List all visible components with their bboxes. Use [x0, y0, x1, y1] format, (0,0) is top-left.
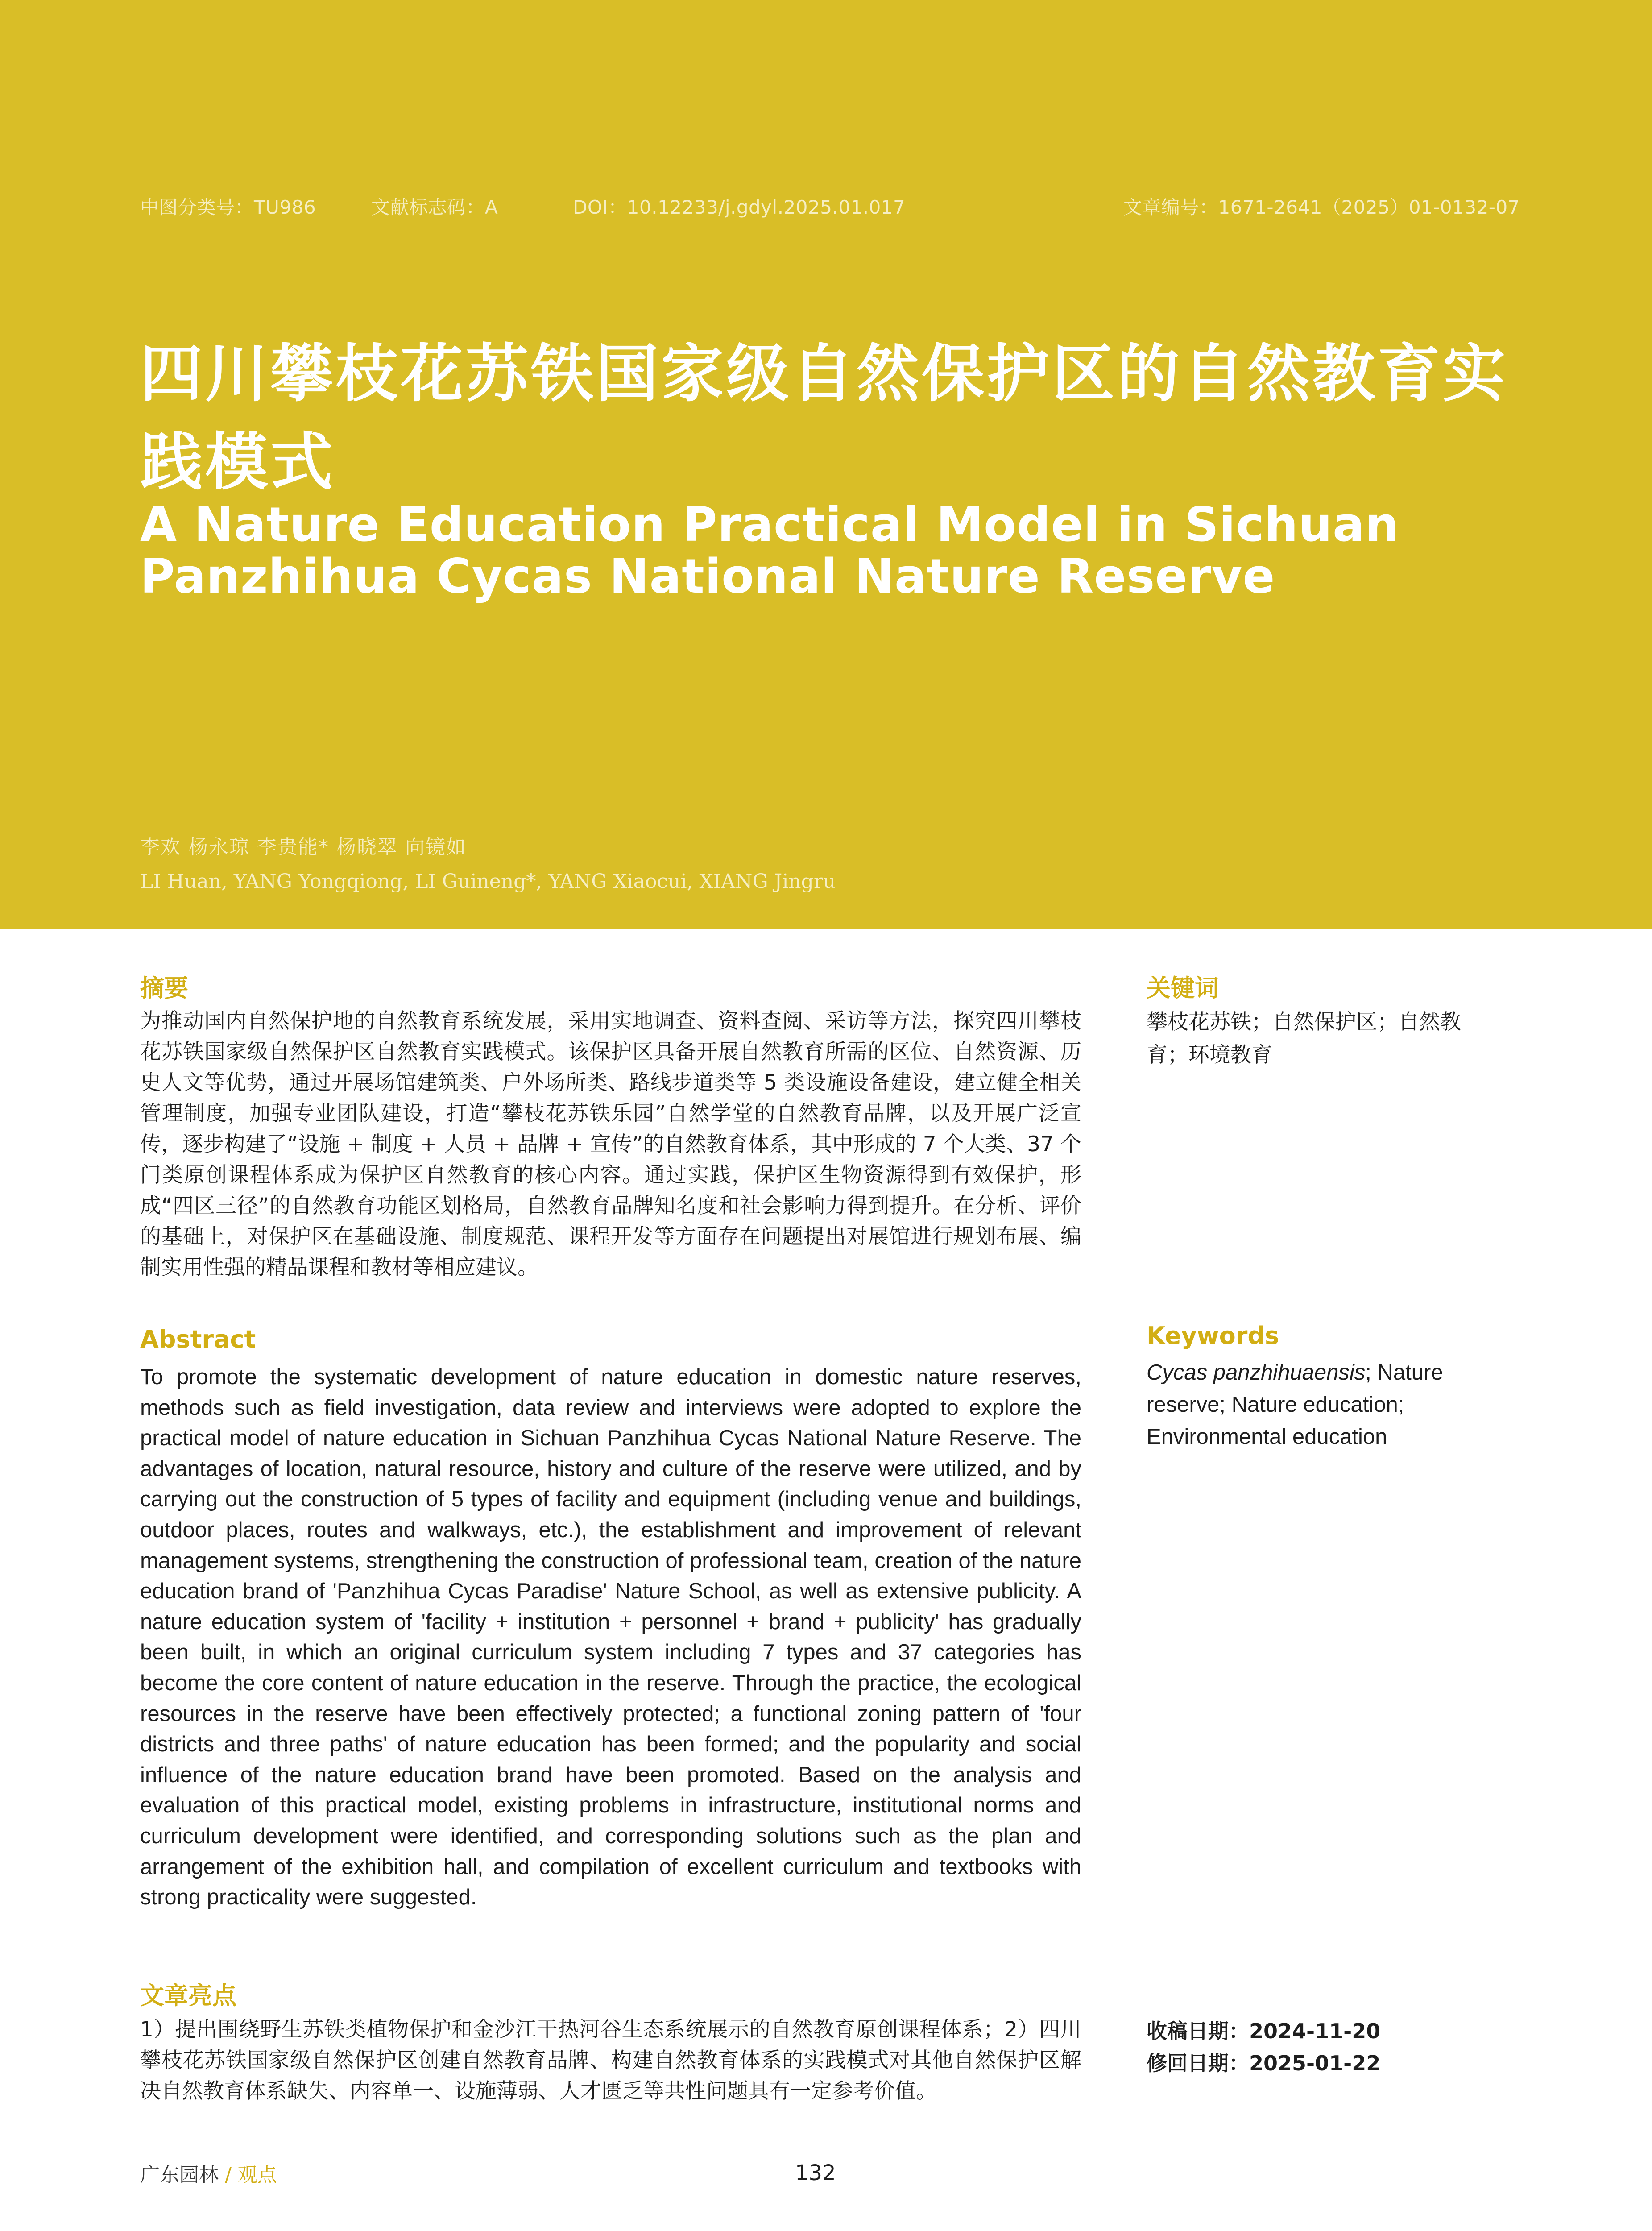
highlights-heading: 文章亮点: [140, 1982, 236, 2010]
abstract-en-heading: Abstract: [140, 1325, 256, 1353]
abstract-cn-heading: 摘要: [140, 974, 188, 1002]
abstract-cn-text: 为推动国内自然保护地的自然教育系统发展，采用实地调查、资料查阅、采访等方法，探究四川攀枝花苏铁国家级自然保护区自然教育实践模式。该保护区具备开展自然教育所需的区位、自然资源、历史人文等优势，通过开展场馆建筑类、户外场所类、路线步道类等 5 类设施设备建设，建立健全相关管理制度，加强专业团队建设，打造“攀枝花苏铁乐园”自然学堂的自然教育品牌，以及开展广泛宣传，逐步构建了“设施 + 制度 + 人员 + 品牌 + 宣传”的自然教育体系，其中形成的 7 个大类、37 个门类原创课程体系成为保护区自然教育的核心内容。通过实践，保护区生物资源得到有效保护，形成“四区三径”的自然教育功能区划格局，自然教育品牌知名度和社会影响力得到提升。在分析、评价的基础上，对保护区在基础设施、制度规范、课程开发等方面存在问题提出对展馆进行规划布展、编制实用性强的精品课程和教材等相应建议。: [140, 1009, 1081, 1280]
title-chinese: 四川攀枝花苏铁国家级自然保护区的自然教育实践模式: [140, 338, 1508, 499]
keywords-cn-heading: 关键词: [1147, 974, 1219, 1002]
page-number: 132: [795, 2161, 836, 2185]
title-english: A Nature Education Practical Model in Sichuan Panzhihua Cycas National Nature Reserve: [140, 497, 1399, 604]
authors-chinese: 李欢 杨永琼 李贵能* 杨晓翠 向镜如: [140, 836, 467, 858]
keywords-en-text: [1147, 1356, 1495, 1453]
abstract-en-text: To promote the systematic development of nature education in domestic nature reserves, methods such as field investigation, data review and interviews were adopted to explore the practical model of nature education in Sichuan Panzhihua Cycas National Nature Reserve. The advantages of location, natural resource, history and culture of the reserve were utilized, and by carrying out the construction of 5 types of facility and equipment (including venue and buildings, outdoor places, routes and walkways, etc.), the establishment and improvement of relevant management systems, strengthening the construction of professional team, creation of the nature education brand of 'Panzhihua Cycas Paradise' Nature School, as well as extensive publicity. A nature education system of 'facility + institution + personnel + brand + publicity' has gradually been built, in which an original curriculum system including 7 types and 37 categories has become the core content of nature education in the reserve. Through the practice, the ecological resources in the reserve have been effectively protected; a functional zoning pattern of 'four districts and three paths' of nature education has been formed; and the popularity and social influence of the nature education brand have been promoted. Based on the analysis and evaluation of this practical model, existing problems in infrastructure, institutional norms and curriculum development were identified, and corresponding solutions such as the plan and arrangement of the exhibition hall, and compilation of excellent curriculum and textbooks with strong practicality were suggested.: [140, 1365, 1081, 1910]
article-number: 文章编号：1671-2641（2025）01-0132-07: [1123, 196, 1520, 218]
species-name: Cycas panzhihuaensis: [1147, 1360, 1366, 1385]
title-banner: [0, 0, 1652, 929]
document-code: 文献标志码：A: [371, 196, 498, 218]
doi: DOI：10.12233/j.gdyl.2025.01.017: [573, 196, 906, 218]
section-name: 观点: [237, 2164, 277, 2186]
footer-journal: [140, 2159, 277, 2187]
keywords-en-heading: Keywords: [1147, 1322, 1279, 1350]
clc-number: 中图分类号：TU986: [140, 196, 316, 218]
footer-separator: /: [225, 2164, 232, 2186]
received-date: 收稿日期：2024-11-20: [1147, 2019, 1381, 2043]
highlights-text: 1）提出围绕野生苏铁类植物保护和金沙江干热河谷生态系统展示的自然教育原创课程体系；2）四川攀枝花苏铁国家级自然保护区创建自然教育品牌、构建自然教育体系的实践模式对其他自然保护区解决自然教育体系缺失、内容单一、设施薄弱、人才匮乏等共性问题具有一定参考价值。: [140, 2017, 1081, 2103]
keywords-cn-text: 攀枝花苏铁；自然保护区；自然教育；环境教育: [1147, 1010, 1461, 1067]
journal-name: 广东园林: [140, 2164, 219, 2186]
keywords-en-rest: ; Nature reserve; Nature education; Environmental education: [1147, 1360, 1443, 1449]
revised-date: 修回日期：2025-01-22: [1147, 2051, 1381, 2075]
authors-english: LI Huan, YANG Yongqiong, LI Guineng*, YANG Xiaocui, XIANG Jingru: [140, 870, 836, 893]
